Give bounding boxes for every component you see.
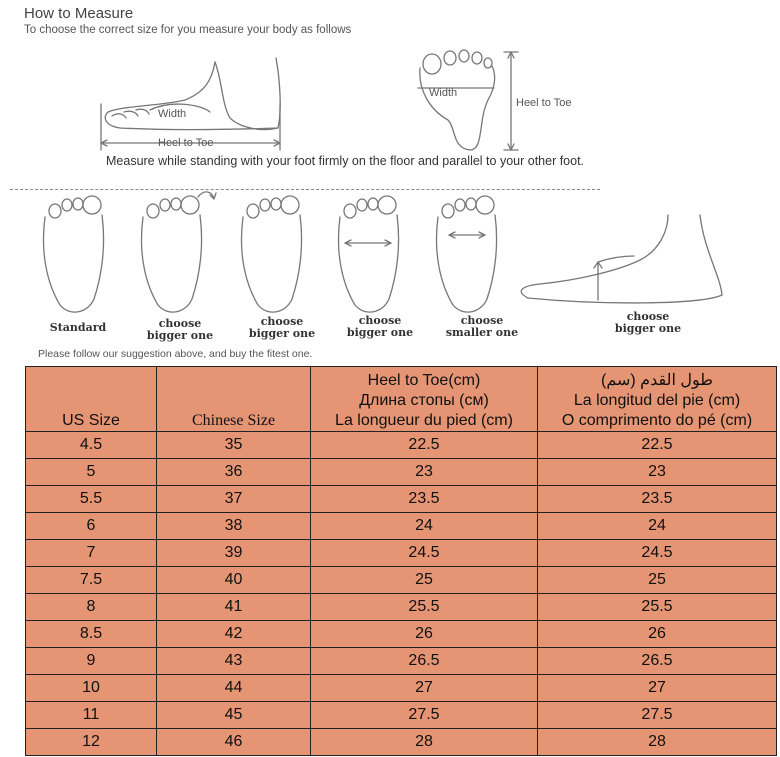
cm-cell: 22.5: [311, 432, 538, 459]
guide-title: How to Measure: [24, 5, 134, 22]
us-size-cell: 5: [26, 459, 157, 486]
table-row: [26, 459, 777, 486]
table-row: [26, 513, 777, 540]
fit-label-bigger-side: choose bigger one: [614, 310, 682, 335]
cm-alt-cell: 25: [538, 567, 777, 594]
chinese-size-cell: 36: [157, 459, 311, 486]
follow-note: Please follow our suggestion above, and buy the fitest one.: [38, 348, 313, 360]
us-size-cell: 5.5: [26, 486, 157, 513]
table-row: [26, 675, 777, 702]
chinese-size-cell: 35: [157, 432, 311, 459]
chinese-size-cell: 45: [157, 702, 311, 729]
cm-cell: 24.5: [311, 540, 538, 567]
chinese-size-cell: 39: [157, 540, 311, 567]
header-foot-length-intl: طول القدم (سم) La longitud del pie (cm) O comprimento do pé (cm): [538, 367, 777, 432]
chinese-size-cell: 38: [157, 513, 311, 540]
us-size-cell: 11: [26, 702, 157, 729]
fit-label-bigger-1: choose bigger one: [146, 317, 214, 342]
heel-to-toe-label-right: Heel to Toe: [516, 97, 572, 109]
measure-note: Measure while standing with your foot firmly on the floor and parallel to your other foot.: [106, 154, 585, 168]
table-row: [26, 621, 777, 648]
side-fit-foot: [521, 215, 722, 303]
chinese-size-cell: 40: [157, 567, 311, 594]
us-size-cell: 10: [26, 675, 157, 702]
us-size-cell: 4.5: [26, 432, 157, 459]
cm-alt-cell: 25.5: [538, 594, 777, 621]
table-row: [26, 729, 777, 756]
cm-alt-cell: 23.5: [538, 486, 777, 513]
cm-cell: 23: [311, 459, 538, 486]
header-heel-to-toe: Heel to Toe(cm) Длина стопы (см) La longueur du pied (cm): [311, 367, 538, 432]
chinese-size-cell: 42: [157, 621, 311, 648]
chinese-size-cell: 46: [157, 729, 311, 756]
cm-alt-cell: 22.5: [538, 432, 777, 459]
us-size-cell: 7.5: [26, 567, 157, 594]
measure-guide: [0, 0, 780, 366]
cm-alt-cell: 26.5: [538, 648, 777, 675]
cm-cell: 26: [311, 621, 538, 648]
cm-alt-cell: 28: [538, 729, 777, 756]
table-row: [26, 540, 777, 567]
dotted-divider: [10, 189, 600, 190]
table-row: [26, 594, 777, 621]
header-us-size: US Size: [26, 367, 157, 432]
us-size-cell: 9: [26, 648, 157, 675]
sole-foot-drawing: [418, 50, 518, 150]
cm-cell: 25.5: [311, 594, 538, 621]
chinese-size-cell: 37: [157, 486, 311, 513]
header-chinese-size: Chinese Size: [157, 367, 311, 432]
cm-cell: 25: [311, 567, 538, 594]
fit-label-standard: Standard: [49, 321, 107, 334]
cm-cell: 26.5: [311, 648, 538, 675]
cm-cell: 23.5: [311, 486, 538, 513]
size-table: [25, 366, 777, 756]
cm-alt-cell: 27: [538, 675, 777, 702]
chinese-size-cell: 43: [157, 648, 311, 675]
us-size-cell: 8.5: [26, 621, 157, 648]
fit-feet-drawings: [43, 192, 722, 312]
cm-alt-cell: 24: [538, 513, 777, 540]
us-size-cell: 8: [26, 594, 157, 621]
width-label: Width: [158, 108, 187, 120]
cm-cell: 24: [311, 513, 538, 540]
table-row: [26, 432, 777, 459]
chinese-size-cell: 44: [157, 675, 311, 702]
cm-alt-cell: 24.5: [538, 540, 777, 567]
fit-label-smaller: choose smaller one: [445, 314, 519, 339]
guide-subtitle: To choose the correct size for you measure your body as follows: [24, 24, 352, 36]
us-size-cell: 7: [26, 540, 157, 567]
table-row: [26, 567, 777, 594]
cm-alt-cell: 23: [538, 459, 777, 486]
fit-label-bigger-3: choose bigger one: [346, 314, 414, 339]
size-table-header: [26, 367, 777, 432]
us-size-cell: 6: [26, 513, 157, 540]
heel-to-toe-label: Heel to Toe: [158, 137, 214, 149]
sole-width-label: Width: [429, 87, 458, 99]
table-row: [26, 486, 777, 513]
cm-alt-cell: 27.5: [538, 702, 777, 729]
chinese-size-cell: 41: [157, 594, 311, 621]
us-size-cell: 12: [26, 729, 157, 756]
cm-cell: 27: [311, 675, 538, 702]
cm-cell: 28: [311, 729, 538, 756]
fit-label-bigger-2: choose bigger one: [248, 315, 316, 340]
cm-cell: 27.5: [311, 702, 538, 729]
table-row: [26, 648, 777, 675]
cm-alt-cell: 26: [538, 621, 777, 648]
table-row: [26, 702, 777, 729]
